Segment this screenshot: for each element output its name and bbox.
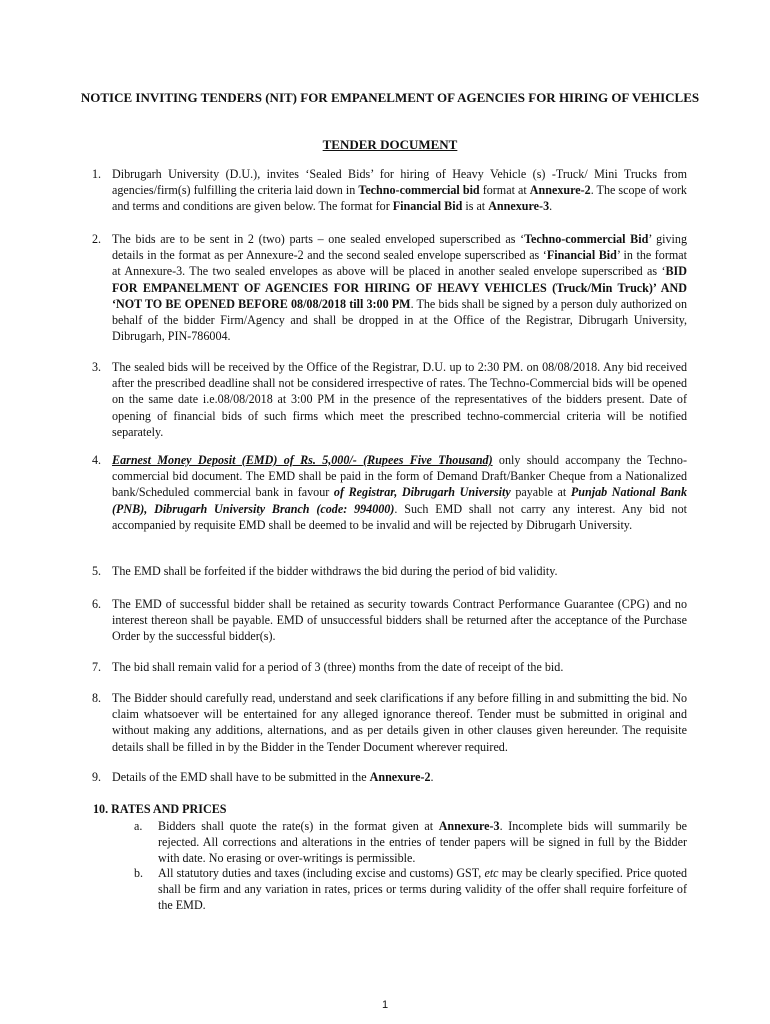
subclause-label: b. [134,866,144,880]
clause-text: Dibrugarh University (D.U.), invites ‘Sealed Bids’ for hiring of Heavy Vehicle (s) -Truck/ Mini Trucks from agencies/firm(s) fulfilling the criteria laid down in Techno-commercial bid format at Annexure-2. The scope of work and terms and conditions are given below. The format for Financial Bid is at Annexure-3. [112,167,687,214]
clause-text: The sealed bids will be received by the Office of the Registrar, D.U. up to 2:30 PM. on 08/08/2018. Any bid received after the prescribed deadline shall not be considered irrespective of rates. The Techno-Commercial bids will be opened on the same date i.e.08/08/2018 at 3:00 PM in the presence of the representatives of the bidders present. Date of opening of financial bids of such firms which meet the prescribed techno-commercial criteria will be notified separately. [112,360,687,439]
clause-number: 3. [92,360,102,374]
clause-4 [92,452,687,533]
section-10-heading: 10. RATES AND PRICES [93,802,227,816]
clause-number: 2. [92,232,102,246]
clause-number: 1. [92,167,102,181]
clause-number: 9. [92,770,102,784]
clause-text: The EMD of successful bidder shall be retained as security towards Contract Performance Guarantee (CPG) and no interest thereon shall be payable. EMD of unsuccessful bidders shall be returned after the acceptance of the Purchase Order by the successful bidder(s). [112,597,687,644]
document-title: NOTICE INVITING TENDERS (NIT) FOR EMPANELMENT OF AGENCIES FOR HIRING OF VEHICLES [80,90,700,105]
clause-number: 6. [92,597,102,611]
clause-9 [92,769,687,785]
clause-number: 8. [92,691,102,705]
clause-number: 7. [92,660,102,674]
subclause-label: a. [134,819,143,833]
clause-7 [92,659,687,675]
clause-5 [92,563,687,579]
clause-text: The Bidder should carefully read, understand and seek clarifications if any before filling in and submitting the bid. No claim whatsoever will be entertained for any alleged ignorance thereof. Tender must be submitted in original and without making any additions, alternations, and as per details given in other clauses given hereunder. The requisite details shall be filled in by the Bidder in the Tender Document wherever required. [112,691,687,754]
clause-text: The bid shall remain valid for a period of 3 (three) months from the date of receipt of the bid. [112,660,564,674]
clause-number: 5. [92,564,102,578]
subclause-text: All statutory duties and taxes (including excise and customs) GST, etc may be clearly specified. Price quoted shall be firm and any variation in rates, prices or terms during validity of the offer shall require forfeiture of the EMD. [158,866,687,913]
subclause-a [92,818,687,867]
clause-text: The bids are to be sent in 2 (two) parts – one sealed enveloped superscribed as ‘Techno-commercial Bid’ giving details in the format as per Annexure-2 and the second sealed envelope superscribed as ‘Financial Bid’ in the format at Annexure-3. The two sealed envelopes as above will be placed in another sealed envelope superscribed as ‘BID FOR EMPANELMENT OF AGENCIES FOR HIRING OF HEAVY VEHICLES (Truck/Min Truck)’ AND ‘NOT TO BE OPENED BEFORE 08/08/2018 till 3:00 PM. The bids shall be signed by a person duly authorized on behalf of the bidder Firm/Agency and shall be dropped in at the Office of the Registrar, Dibrugarh University, Dibrugarh, PIN-786004. [112,232,688,344]
clause-number: 4. [92,453,102,467]
clause-6 [92,596,687,645]
subclause-text: Bidders shall quote the rate(s) in the format given at Annexure-3. Incomplete bids will summarily be rejected. All corrections and alterations in the entries of tender papers will be signed in full by the Bidder with date. No erasing or over-writings is permissible. [158,819,687,866]
clause-text: The EMD shall be forfeited if the bidder withdraws the bid during the period of bid validity. [112,564,558,578]
clause-2 [92,231,687,344]
clause-text: Details of the EMD shall have to be submitted in the Annexure-2. [112,770,434,784]
clause-3 [92,359,687,440]
clause-1 [92,166,687,215]
document-subtitle: TENDER DOCUMENT [322,137,458,152]
subclause-b [92,865,687,914]
clause-text: Earnest Money Deposit (EMD) of Rs. 5,000/- (Rupees Five Thousand) only should accompany the Techno-commercial bid document. The EMD shall be paid in the form of Demand Draft/Banker Cheque from a Nationalized bank/Scheduled commercial bank in favour of Registrar, Dibrugarh University payable at Punjab National Bank (PNB), Dibrugarh University Branch (code: 994000). Such EMD shall not carry any interest. Any bid not accompanied by requisite EMD shall be deemed to be invalid and will be rejected by Dibrugarh University. [112,453,687,532]
page-number: 1 [381,999,389,1011]
clause-8 [92,690,687,755]
